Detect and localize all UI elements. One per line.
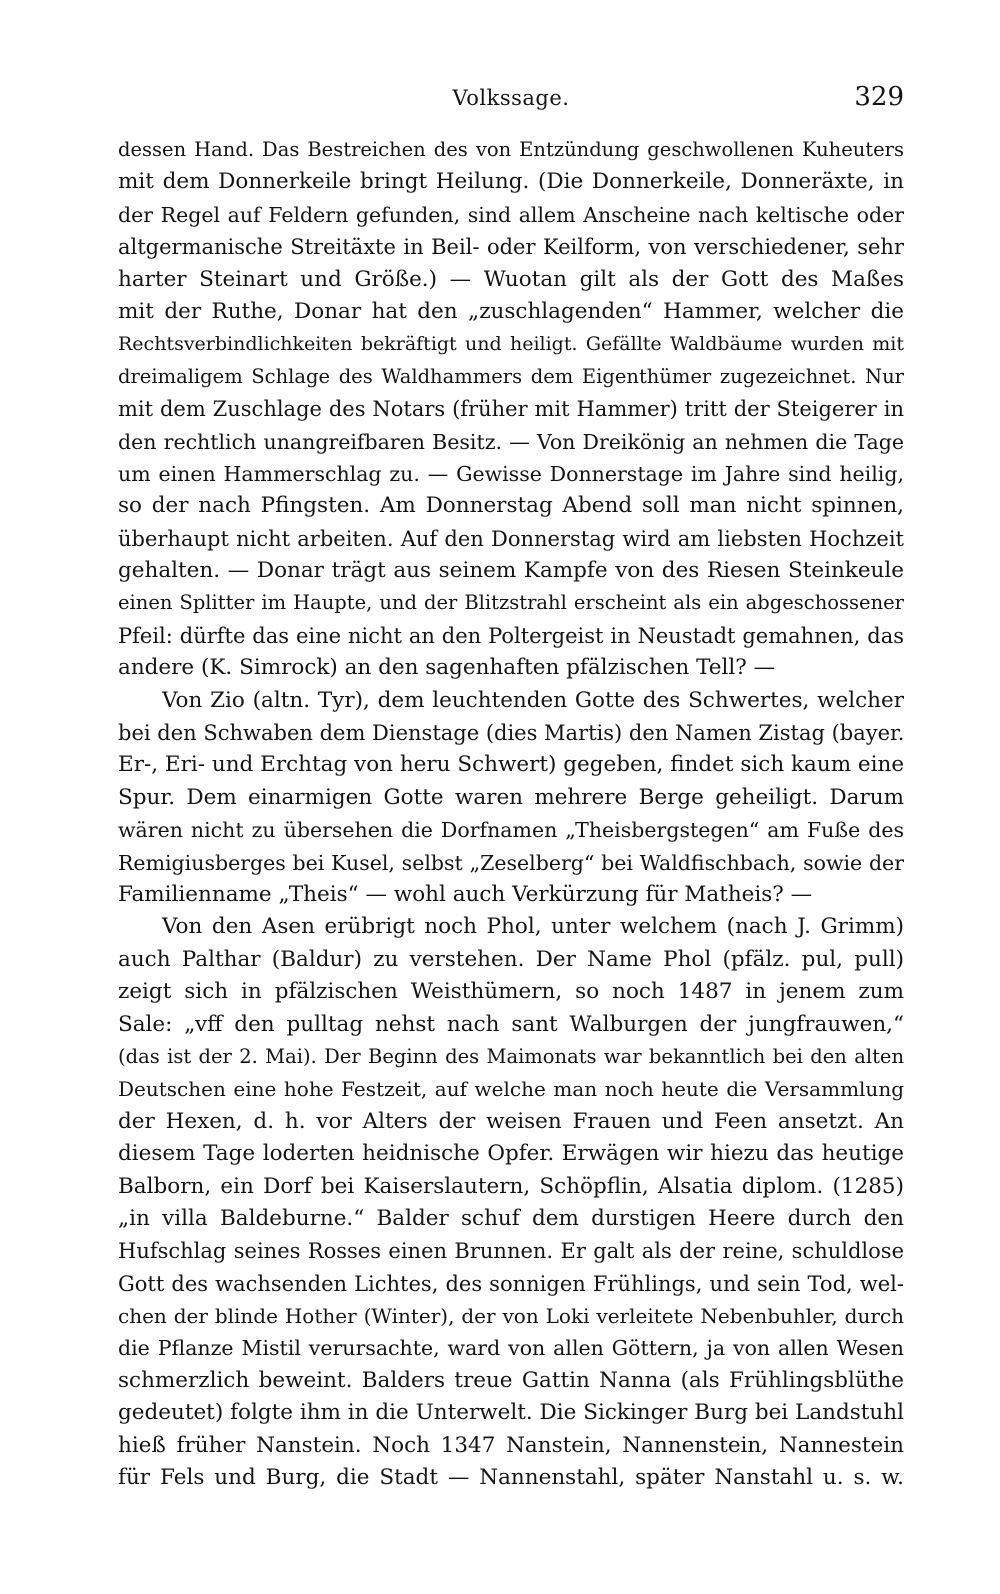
running-title: Volkssage. <box>452 86 570 110</box>
text-line: der Hexen, d. h. vor Alters der weisen Frauen und Feen ansetzt. An <box>118 1108 904 1134</box>
text-line: gehalten. — Donar trägt aus seinem Kampfe von des Riesen Steinkeule <box>118 558 904 584</box>
text-line: so der nach Pfingsten. Am Donnerstag Abend soll man nicht spinnen, <box>118 493 904 519</box>
text-line: mit der Ruthe, Donar hat den „zuschlagenden“ Hammer, welcher die <box>118 298 904 324</box>
text-line: Von Zio (altn. Tyr), dem leuchtenden Gotte des Schwertes, welcher <box>162 687 904 713</box>
page-number: 329 <box>854 82 904 112</box>
text-line: Gott des wachsenden Lichtes, des sonnigen Frühlings, und sein Tod, wel- <box>118 1271 904 1296</box>
body-text <box>118 134 904 1494</box>
text-line: hieß früher Nanstein. Noch 1347 Nanstein, Nannenstein, Nannestein <box>118 1432 904 1458</box>
text-line: harter Steinart und Größe.) — Wuotan gilt als der Gott des Maßes <box>118 266 904 292</box>
text-line: schmerzlich beweint. Balders treue Gattin Nanna (als Frühlingsblüthe <box>118 1367 904 1393</box>
text-line: andere (K. Simrock) an den sagenhaften pfälzischen Tell? — <box>118 655 776 681</box>
text-line: um einen Hammerschlag zu. — Gewisse Donnerstage im Jahre sind heilig, <box>118 461 904 486</box>
text-line: Er-, Eri- und Erchtag von heru Schwert) gegeben, findet sich kaum eine <box>118 752 904 778</box>
text-line: der Regel auf Feldern gefunden, sind allem Anscheine nach keltische oder <box>118 202 904 227</box>
text-line: zeigt sich in pfälzischen Weisthümern, so noch 1487 in jenem zum <box>118 979 904 1005</box>
text-line: Rechtsverbindlichkeiten bekräftigt und heiligt. Gefällte Waldbäume wurden mit <box>118 333 904 356</box>
text-line: den rechtlich unangreifbaren Besitz. — Von Dreikönig an nehmen die Tage <box>118 429 904 454</box>
text-line: mit dem Donnerkeile bringt Heilung. (Die Donnerkeile, Donneräxte, in <box>118 169 904 195</box>
text-line: auch Palthar (Baldur) zu verstehen. Der Name Phol (pfälz. pul, pull) <box>118 946 904 972</box>
text-line: dreimaligem Schlage des Waldhammers dem Eigenthümer zugezeichnet. Nur <box>118 364 904 388</box>
text-line: bei den Schwaben dem Dienstage (dies Martis) den Namen Zistag (bayer. <box>118 721 904 746</box>
text-line: überhaupt nicht arbeiten. Auf den Donnerstag wird am liebsten Hochzeit <box>118 526 904 551</box>
text-line: die Pflanze Mistil verursachte, ward von allen Göttern, ja von allen Wesen <box>118 1336 904 1361</box>
text-line: gedeutet) folgte ihm in die Unterwelt. Die Sickinger Burg bei Landstuhl <box>118 1400 904 1426</box>
text-line: Balborn, ein Dorf bei Kaiserslautern, Schöpflin, Alsatia diplom. (1285) <box>118 1173 904 1199</box>
text-line: Sale: „vff den pulltag nehst nach sant Walburgen der jungfrauwen,“ <box>118 1011 904 1037</box>
text-line: Familienname „Theis“ — wohl auch Verkürzung für Matheis? — <box>118 881 813 907</box>
text-line: Von den Asen erübrigt noch Phol, unter welchem (nach J. Grimm) <box>162 914 904 940</box>
text-line: Deutschen eine hohe Festzeit, auf welche man noch heute die Versammlung <box>118 1077 904 1102</box>
text-line: Spur. Dem einarmigen Gotte waren mehrere Berge geheiligt. Darum <box>118 784 904 810</box>
text-line: für Fels und Burg, die Stadt — Nannenstahl, später Nanstahl u. s. w. <box>118 1465 904 1491</box>
text-line: dessen Hand. Das Bestreichen des von Entzündung geschwollenen Kuheuters <box>118 138 904 161</box>
text-line: wären nicht zu übersehen die Dorfnamen „Theisbergstegen“ am Fuße des <box>118 818 904 843</box>
text-line: diesem Tage loderten heidnische Opfer. Erwägen wir hiezu das heutige <box>118 1141 904 1167</box>
text-line: Remigiusberges bei Kusel, selbst „Zeselberg“ bei Waldfischbach, sowie der <box>118 850 904 875</box>
text-line: altgermanische Streitäxte in Beil- oder Keilform, von verschiedener, sehr <box>118 235 904 260</box>
text-line: „in villa Baldeburne.“ Balder schuf dem durstigen Heere durch den <box>118 1205 904 1231</box>
running-head <box>118 82 904 120</box>
text-line: chen der blinde Hother (Winter), der von Loki verleitete Nebenbuhler, durch <box>118 1304 904 1329</box>
text-line: Pfeil: dürfte das eine nicht an den Poltergeist in Neustadt gemahnen, das <box>118 623 904 648</box>
text-line: (das ist der 2. Mai). Der Beginn des Maimonats war bekanntlich bei den alten <box>118 1044 904 1068</box>
text-line: mit dem Zuschlage des Notars (früher mit Hammer) tritt der Steigerer in <box>118 397 904 422</box>
text-line: einen Splitter im Haupte, und der Blitzstrahl erscheint als ein abgeschossener <box>118 591 904 615</box>
text-line: Hufschlag seines Rosses einen Brunnen. Er galt als der reine, schuldlose <box>118 1239 904 1264</box>
